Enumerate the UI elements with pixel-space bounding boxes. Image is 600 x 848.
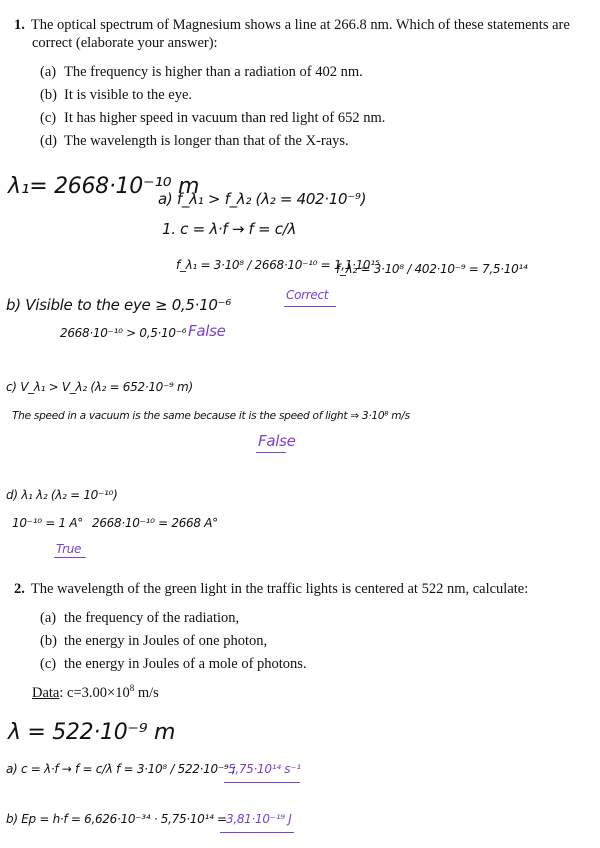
answer-1a-frequency-1: f_λ₁ = 3·10⁸ / 2668·10⁻¹⁰ = 1,1·10¹⁵	[176, 258, 380, 272]
answer-1a-verdict-underline	[284, 306, 336, 307]
answer-1c-verdict-underline	[256, 452, 286, 453]
answer-1b-calc: 2668·10⁻¹⁰ > 0,5·10⁻⁶	[60, 326, 187, 340]
data-value: : c=3.00×10	[59, 684, 130, 701]
question-2-option-a: (a) the frequency of the radiation,	[40, 610, 240, 626]
data-unit: m/s	[134, 684, 159, 701]
question-2-text: The wavelength of the green light in the traffic lights is centered at 522 nm, calculate:	[30, 581, 529, 597]
answer-2b-result: 3,81·10⁻¹⁹ J	[226, 812, 292, 826]
answer-1c-verdict: False	[258, 432, 296, 450]
answer-2b-calc: b) Ep = h·f = 6,626·10⁻³⁴ · 5,75·10¹⁴ =	[6, 812, 227, 826]
question-1-number: 1.	[14, 17, 25, 33]
answer-1d-verdict: True	[56, 542, 82, 556]
answer-2a-calc: a) c = λ·f → f = c/λ f = 3·10⁸ / 522·10⁻⁹ ;	[6, 762, 236, 776]
question-2-option-b: (b) the energy in Joules of one photon,	[40, 633, 268, 649]
answer-1c-heading: c) V_λ₁ > V_λ₂ (λ₂ = 652·10⁻⁹ m)	[6, 380, 193, 394]
answer-1d-heading: d) λ₁ λ₂ (λ₂ = 10⁻¹⁰)	[6, 488, 118, 502]
question-1-text-line1: The optical spectrum of Magnesium shows a line at 266.8 nm. Which of these statements are	[30, 17, 570, 33]
question-1-option-b: (b) It is visible to the eye.	[40, 87, 193, 103]
question-1	[14, 16, 584, 35]
question-2-number: 2.	[14, 581, 25, 597]
question-1-text-line2: correct (elaborate your answer):	[32, 35, 218, 51]
answer-1a-verdict: Correct	[286, 288, 329, 302]
question-2	[14, 580, 589, 599]
question-2-option-c: (c) the energy in Joules of a mole of photons.	[40, 656, 307, 672]
question-2-data	[32, 683, 159, 702]
answer-1a-frequency-2: f_λ₂ = 3·10⁸ / 402·10⁻⁹ = 7,5·10¹⁴	[336, 262, 528, 276]
question-1-option-a: (a) The frequency is higher than a radiation of 402 nm.	[40, 64, 363, 80]
answer-2a-result-underline	[224, 782, 300, 783]
answer-1d-calc-2: 2668·10⁻¹⁰ = 2668 A°	[92, 516, 218, 530]
answer-1b-heading: b) Visible to the eye ≥ 0,5·10⁻⁶	[6, 296, 231, 314]
question-1-option-c: (c) It has higher speed in vacuum than red light of 652 nm.	[40, 110, 386, 126]
answer-2b-result-underline	[220, 832, 294, 833]
question-1-option-d: (d) The wavelength is longer than that of the X-rays.	[40, 133, 349, 149]
answer-2-lambda: λ = 522·10⁻⁹ m	[8, 720, 176, 745]
answer-1c-explanation: The speed in a vacuum is the same because it is the speed of light ⇒ 3·10⁸ m/s	[12, 410, 410, 422]
answer-1d-verdict-underline	[54, 557, 86, 558]
data-exponent: 8	[129, 683, 135, 693]
data-label: Data	[32, 684, 60, 701]
answer-1-lambda: λ₁= 2668·10⁻¹⁰ m	[8, 174, 200, 199]
answer-1d-calc-1: 10⁻¹⁰ = 1 A°	[12, 516, 83, 530]
answer-1a-heading: a) f_λ₁ > f_λ₂ (λ₂ = 402·10⁻⁹)	[158, 190, 367, 208]
answer-1a-formula: 1. c = λ·f → f = c/λ	[162, 220, 297, 238]
answer-2a-result: 5,75·10¹⁴ s⁻¹	[228, 762, 301, 776]
answer-1b-verdict: False	[188, 322, 226, 340]
